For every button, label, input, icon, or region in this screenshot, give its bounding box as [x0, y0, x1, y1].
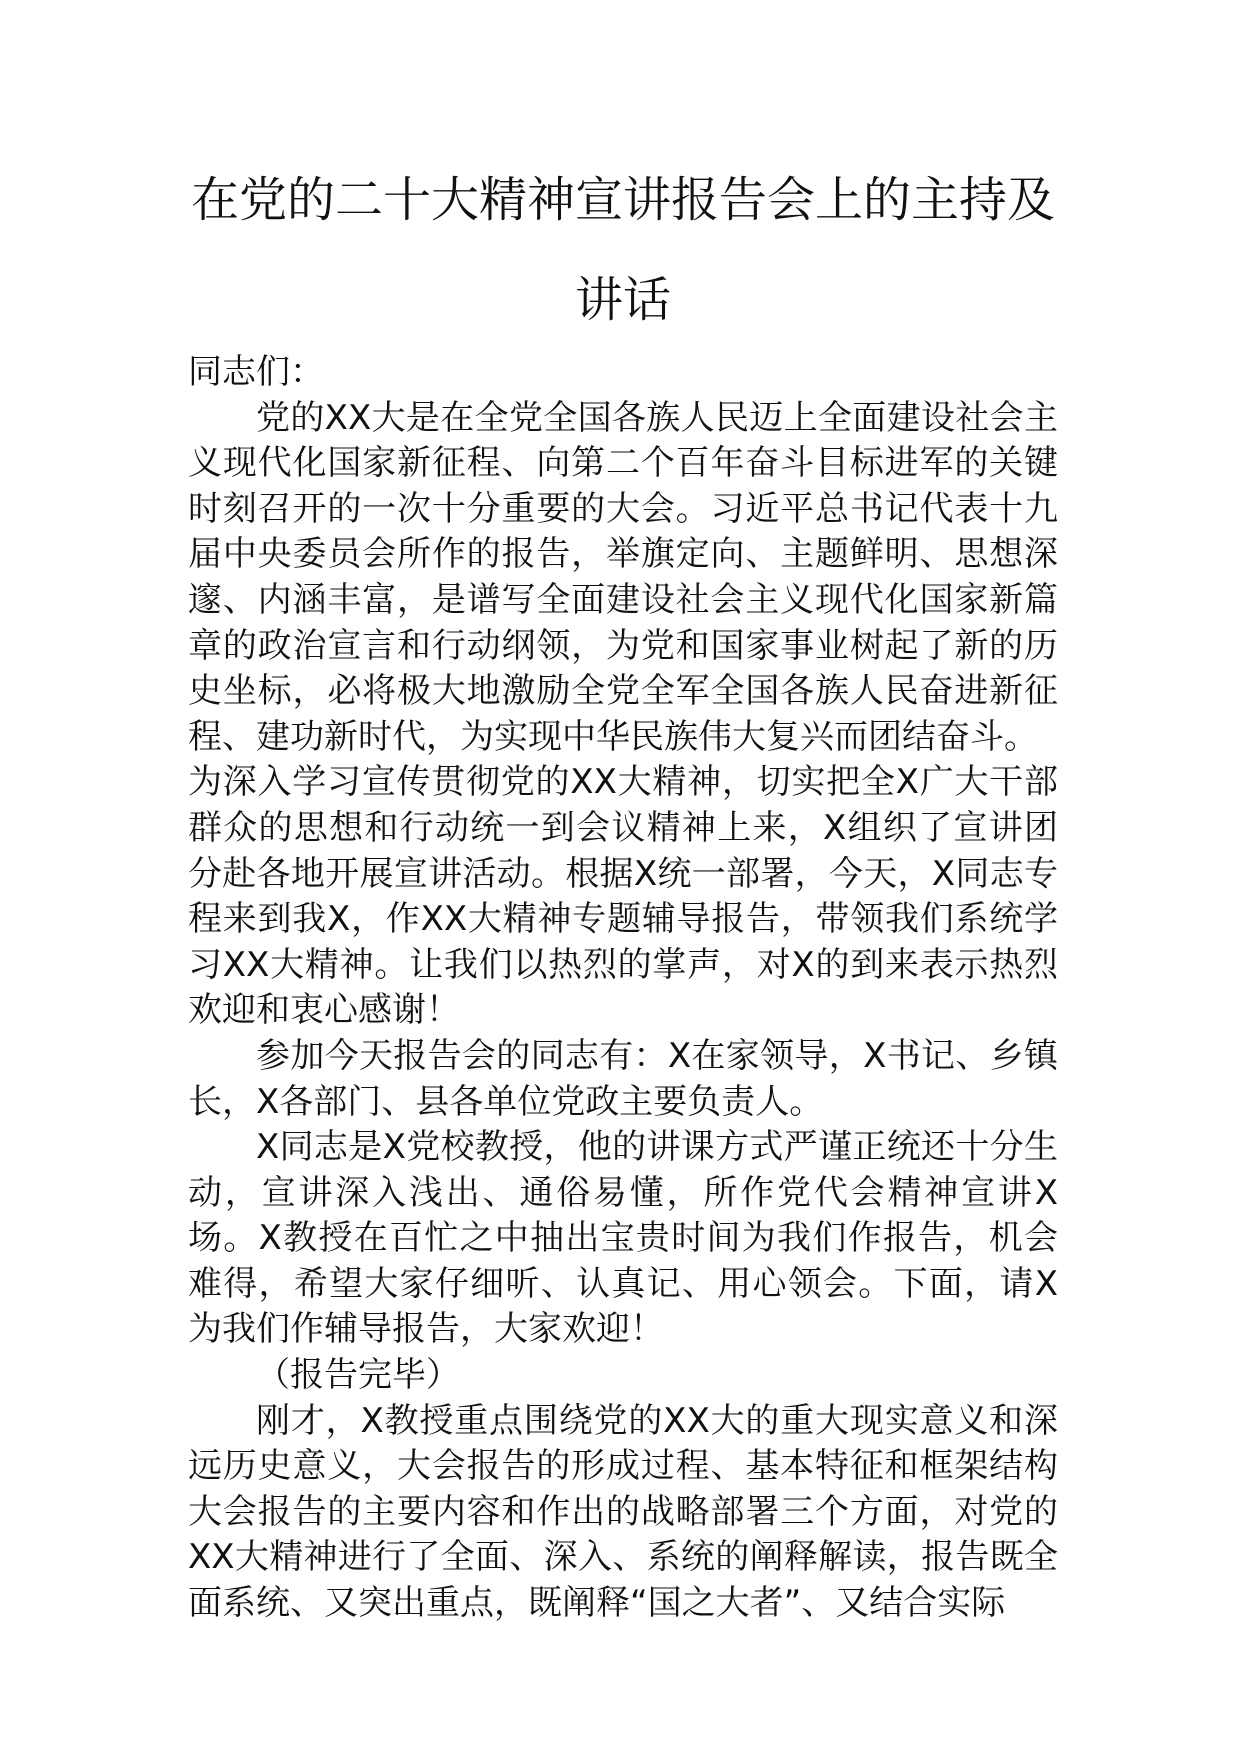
paragraph-1: 党的XX大是在全党全国各族人民迈上全面建设社会主义现代化国家新征程、向第二个百年奋斗目标进军的关键时刻召开的一次十分重要的大会。习近平总书记代表十九届中央委员会所作的报告，举旗定向、主题鲜明、思想深邃、内涵丰富，是谱写全面建设社会主义现代化国家新篇章的政治宣言和行动纲领，为党和国家事业树起了新的历史坐标，必将极大地激励全党全军全国各族人民奋进新征程、建功新时代，为实现中华民族伟大复兴而团结奋斗。: [188, 397, 1058, 757]
document-title: 在党的二十大精神宣讲报告会上的主持及讲话: [190, 172, 1055, 328]
paragraph-3: 参加今天报告会的同志有：X在家领导，X书记、乡镇长，X各部门、县各单位党政主要负责人。: [188, 1035, 1058, 1122]
paragraph-report-end: （报告完毕）: [256, 1355, 460, 1396]
paragraph-4: X同志是X党校教授，他的讲课方式严谨正统还十分生动，宣讲深入浅出、通俗易懂，所作党代会精神宣讲X场。X教授在百忙之中抽出宝贵时间为我们作报告，机会难得，希望大家仔细听、认真记、用心领会。下面，请X为我们作辅导报告，大家欢迎！: [188, 1127, 1058, 1350]
document-page: [188, 150, 1058, 1627]
document-body: [188, 350, 1058, 1627]
paragraph-5: 刚才，X教授重点围绕党的XX大的重大现实意义和深远历史意义，大会报告的形成过程、基本特征和框架结构大会报告的主要内容和作出的战略部署三个方面，对党的XX大精神进行了全面、深入、系统的阐释解读，报告既全面系统、又突出重点，既阐释“国之大者”、又结合实际: [188, 1400, 1058, 1624]
salutation: 同志们：: [188, 352, 324, 392]
paragraph-2: 为深入学习宣传贯彻党的XX大精神，切实把全X广大干部群众的思想和行动统一到会议精神上来，X组织了宣讲团分赴各地开展宣讲活动。根据X统一部署，今天，X同志专程来到我X，作XX大精神专题辅导报告，带领我们系统学习XX大精神。让我们以热烈的掌声，对X的到来表示热烈欢迎和衷心感谢！: [188, 762, 1058, 1031]
